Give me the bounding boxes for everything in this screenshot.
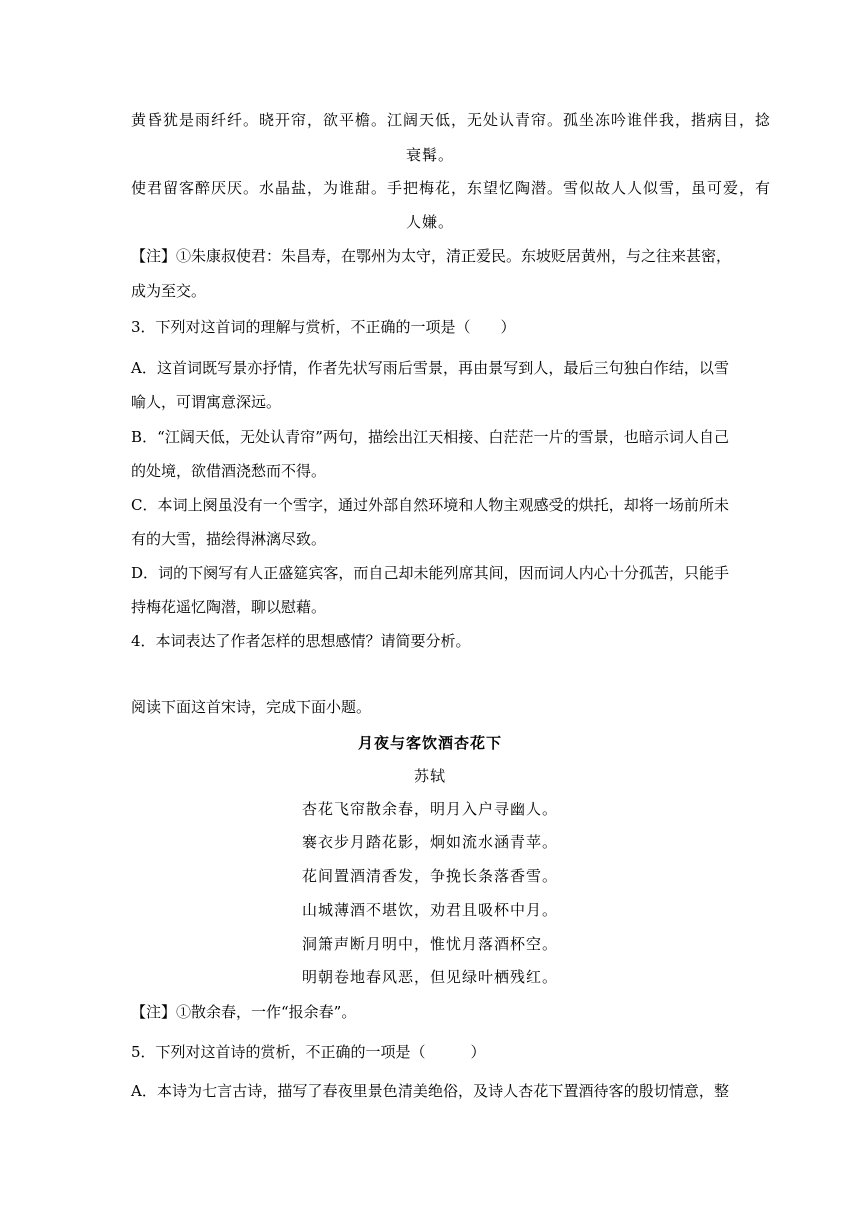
q3-option-a-line1: A．这首词既写景亦抒情，作者先状写雨后雪景，再由景写到人，最后三句独白作结，以雪 <box>131 359 729 377</box>
q3-option-a-line2: 喻人，可谓寓意深远。 <box>131 393 282 411</box>
poem-author: 苏轼 <box>413 767 446 785</box>
poem-line: 明朝卷地春风恶，但见绿叶栖残红。 <box>301 968 558 986</box>
question-3-stem: 3．下列对这首词的理解与赏析，不正确的一项是（ ） <box>131 318 516 336</box>
poem-line: 山城薄酒不堪饮，劝君且吸杯中月。 <box>301 901 558 919</box>
q3-option-c-line1: C．本词上阕虽没有一个雪字，通过外部自然环境和人物主观感受的烘托，却将一场前所未 <box>131 496 729 514</box>
q3-option-d-line2: 持梅花遥忆陶潜，聊以慰藉。 <box>131 598 327 616</box>
note-line1: 【注】①朱康叔使君：朱昌寿，在鄂州为太守，清正爱民。东坡贬居黄州，与之往来甚密， <box>131 247 732 265</box>
poem-line: 洞箫声断月明中，惟忧月落酒杯空。 <box>301 935 558 953</box>
q3-option-b-line1: B．“江阔天低，无处认青帘”两句，描绘出江天相接、白茫茫一片的雪景，也暗示词人自己 <box>131 428 729 446</box>
poem-title: 月夜与客饮酒杏花下 <box>357 734 502 752</box>
ci-stanza1-line2: 衰髯。 <box>405 146 454 164</box>
ci-stanza2-line1: 使君留客醉厌厌。水晶盐，为谁甜。手把梅花，东望忆陶潜。雪似故人人似雪，虽可爱，有 <box>131 179 772 197</box>
q3-option-b-line2: 的处境，欲借酒浇愁而不得。 <box>131 462 327 480</box>
ci-stanza1-line1: 黄昏犹是雨纤纤。晓开帘，欲平檐。江阔天低，无处认青帘。孤坐冻吟谁伴我，揩病目，捻 <box>131 111 772 129</box>
question-4-stem: 4．本词表达了作者怎样的思想感情？请简要分析。 <box>131 632 471 650</box>
ci-stanza2-line2: 人嫌。 <box>405 213 454 231</box>
poem-line: 杏花飞帘散余春，明月入户寻幽人。 <box>301 800 558 818</box>
note-line2: 成为至交。 <box>131 282 207 300</box>
q3-option-c-line2: 有的大雪，描绘得淋漓尽致。 <box>131 530 327 548</box>
q3-option-d-line1: D．词的下阕写有人正盛筵宾客，而自己却未能列席其间，因而词人内心十分孤苦，只能手 <box>131 564 729 582</box>
reading-intro: 阅读下面这首宋诗，完成下面小题。 <box>131 698 372 716</box>
poem-note: 【注】①散余春，一作“报余春”。 <box>131 1003 357 1021</box>
poem-line: 褰衣步月踏花影，炯如流水涵青苹。 <box>301 833 558 851</box>
q5-option-a-line1: A．本诗为七言古诗，描写了春夜里景色清美绝俗，及诗人杏花下置酒待客的殷切情意，整 <box>131 1082 729 1100</box>
poem-line: 花间置酒清香发，争挽长条落香雪。 <box>301 867 558 885</box>
question-5-stem: 5．下列对这首诗的赏析，不正确的一项是（ ） <box>131 1043 486 1061</box>
